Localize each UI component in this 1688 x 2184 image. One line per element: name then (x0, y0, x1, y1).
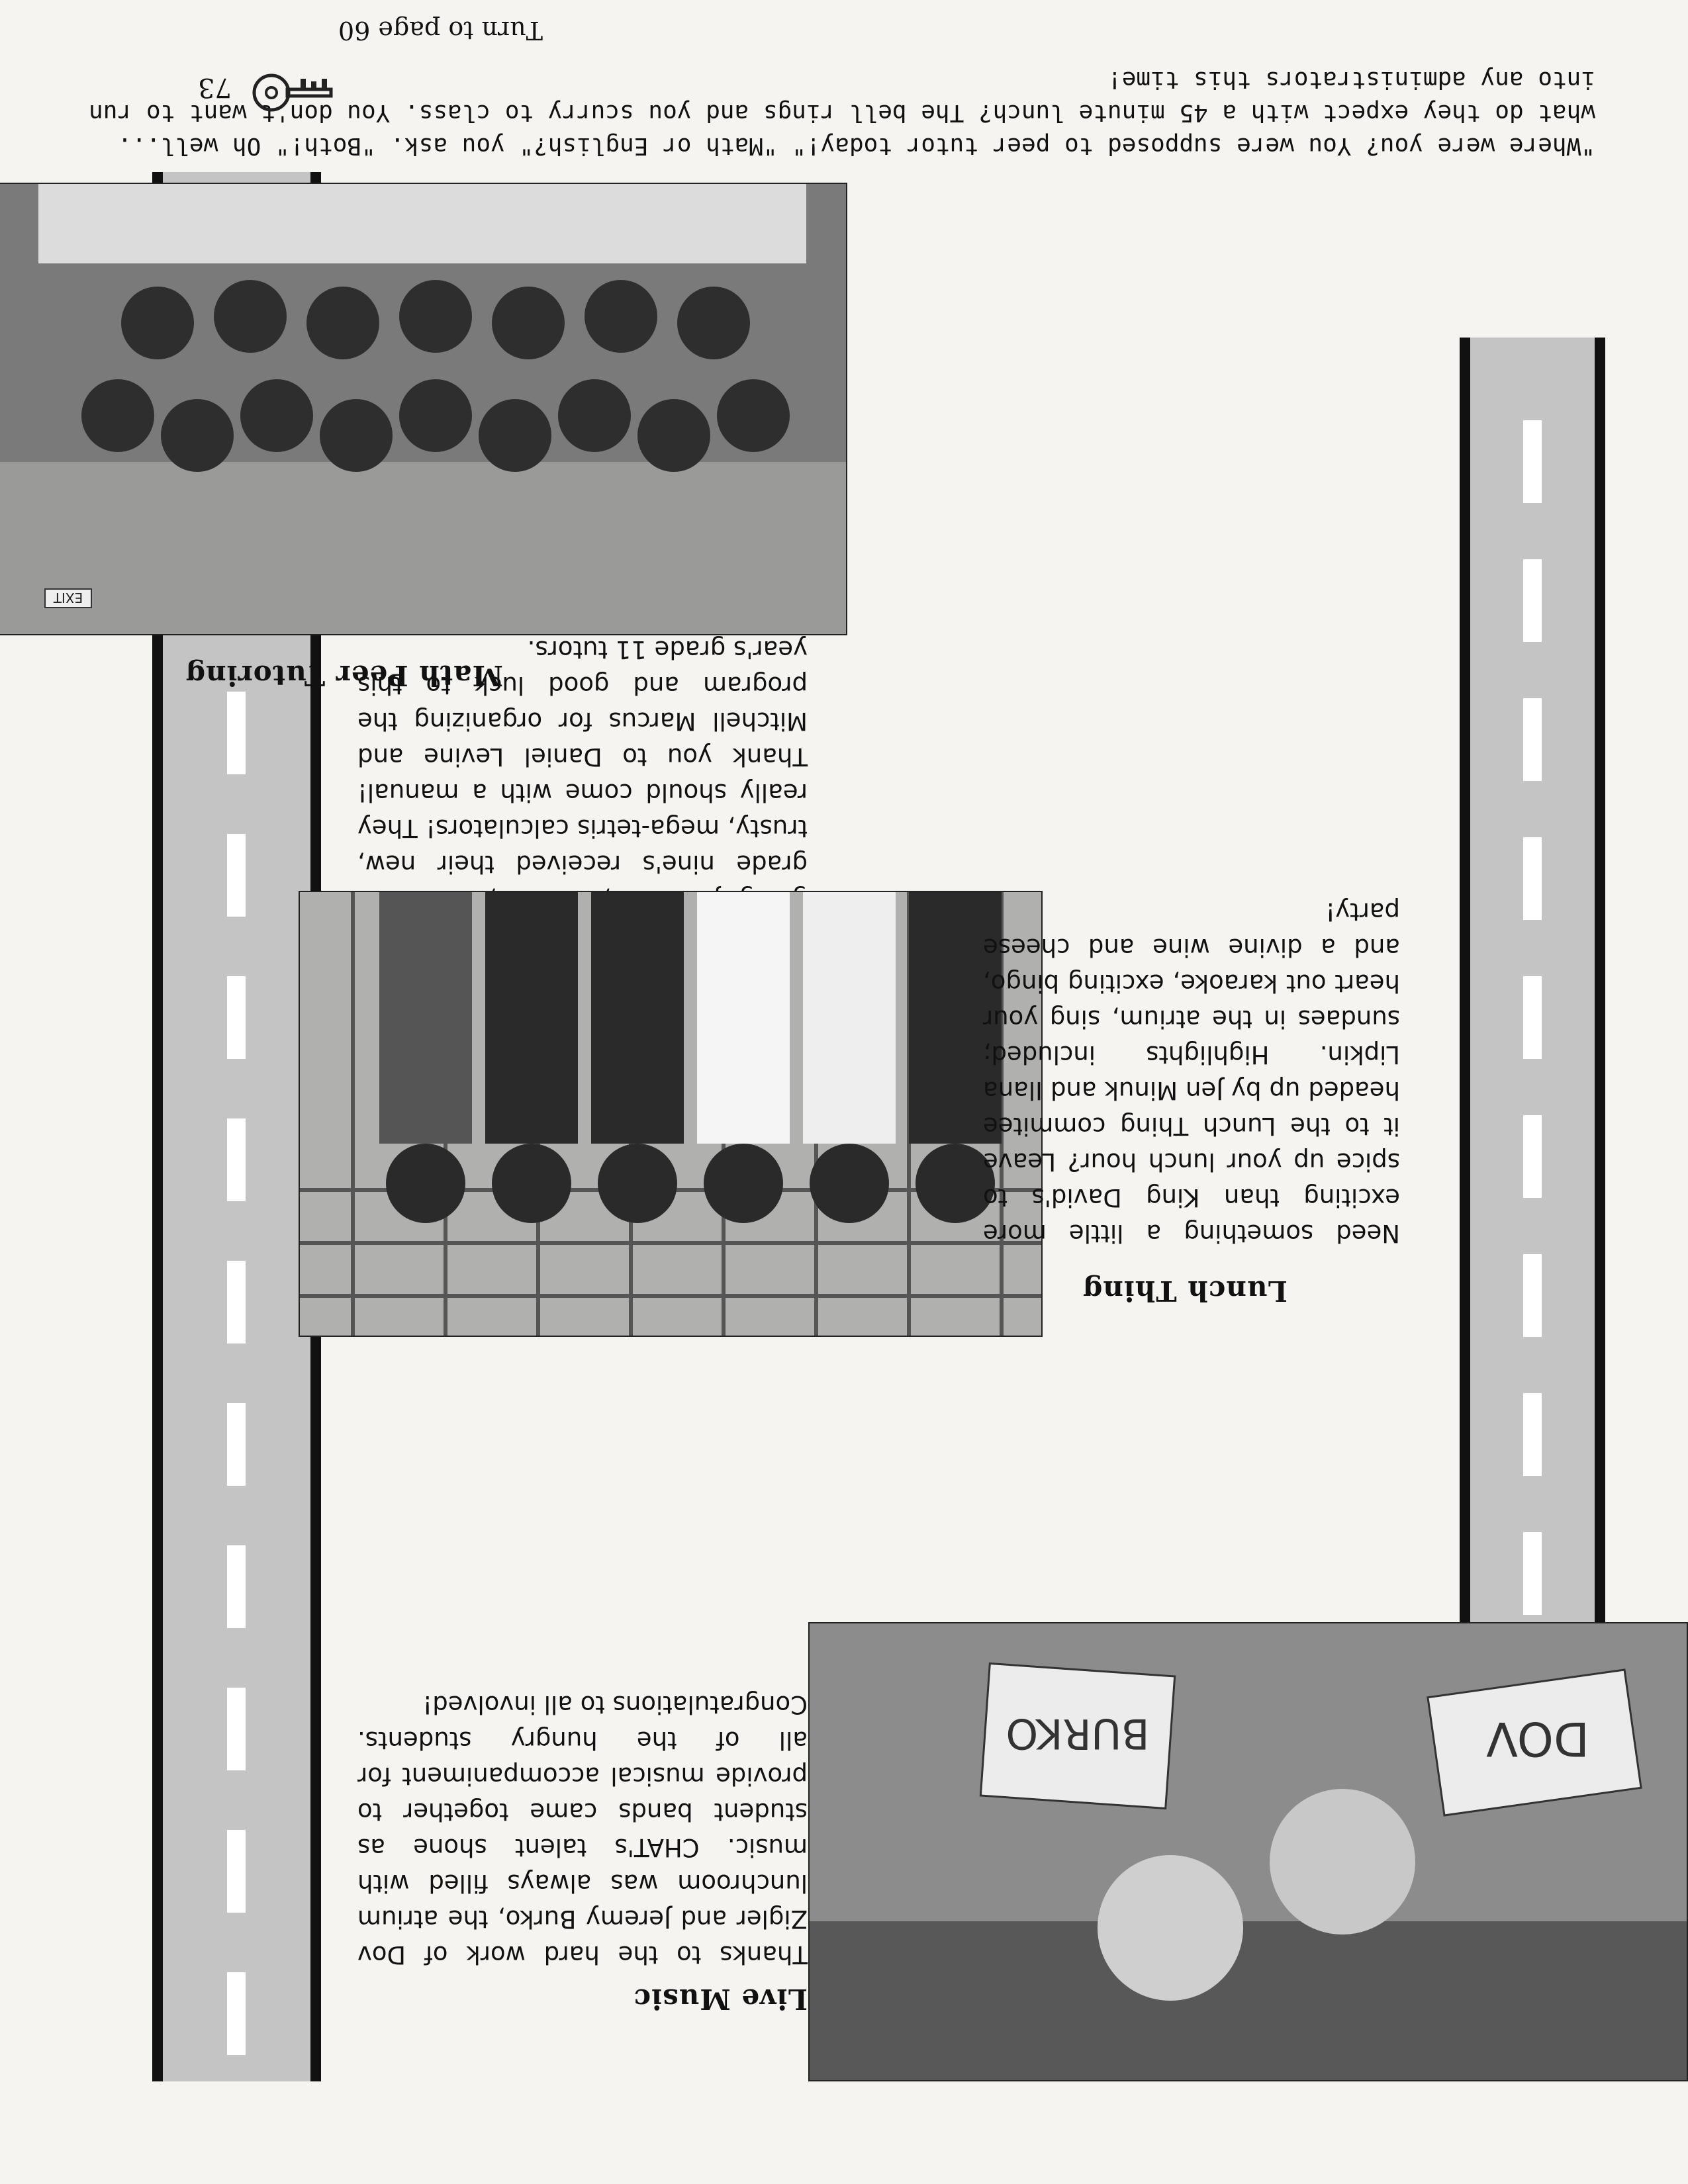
page-number: 73 (198, 72, 232, 103)
lunch-thing-photo (299, 891, 1043, 1337)
intro-text: "Where were you? You were supposed to peer tutor today!" "Math or English?" you ask. "Both!" Oh well... what do they expect with a 45 minute lunch? The bell rings and you scurry to class. You don't want to run into any administrators this time! (89, 66, 1595, 159)
live-music-body: Thanks to the hard work of Dov Zigler and Jeremy Burko, the atrium lunchroom was always filled with music. CHAT's talent shone as student bands came together to provide musical accompaniment for all of the hungry students. Congratulations to all involved! (357, 1690, 808, 1969)
road-strip-left (1460, 338, 1605, 1635)
math-peer-photo (0, 183, 847, 635)
live-music-photo (808, 1622, 1688, 2081)
lunch-thing-body: Need something a little more exciting than King David's to spice up your lunch hour? Leave it to the Lunch Thing commitee headed up by Jen Minuk and Ilana Lipkin. Highlights included; sundaes in the atrium, sing your heart out karaoke, exciting bingo, and a divine wine and cheese party! (983, 897, 1400, 1248)
key-icon (252, 63, 338, 122)
math-peer-body: grade nine's received their new, trusty, mega-tetris calculators! They really should come with a manual! Thank you to Daniel Levine and Mitchell Marcus for organizing the program and good luck to this year's grade 11 tutors. (357, 635, 808, 878)
turn-to-page: Turn to page 60 (338, 16, 543, 45)
lunch-thing-title: Lunch Thing (1082, 1275, 1288, 1307)
math-peer-title: Math Peer Tutoring (185, 659, 503, 692)
exit-sign: EXIT (53, 590, 83, 606)
live-music-title: Live Music (633, 1983, 808, 2015)
dov-sign: DOV (1486, 1711, 1589, 1766)
burko-sign: BURKO (1006, 1709, 1150, 1758)
